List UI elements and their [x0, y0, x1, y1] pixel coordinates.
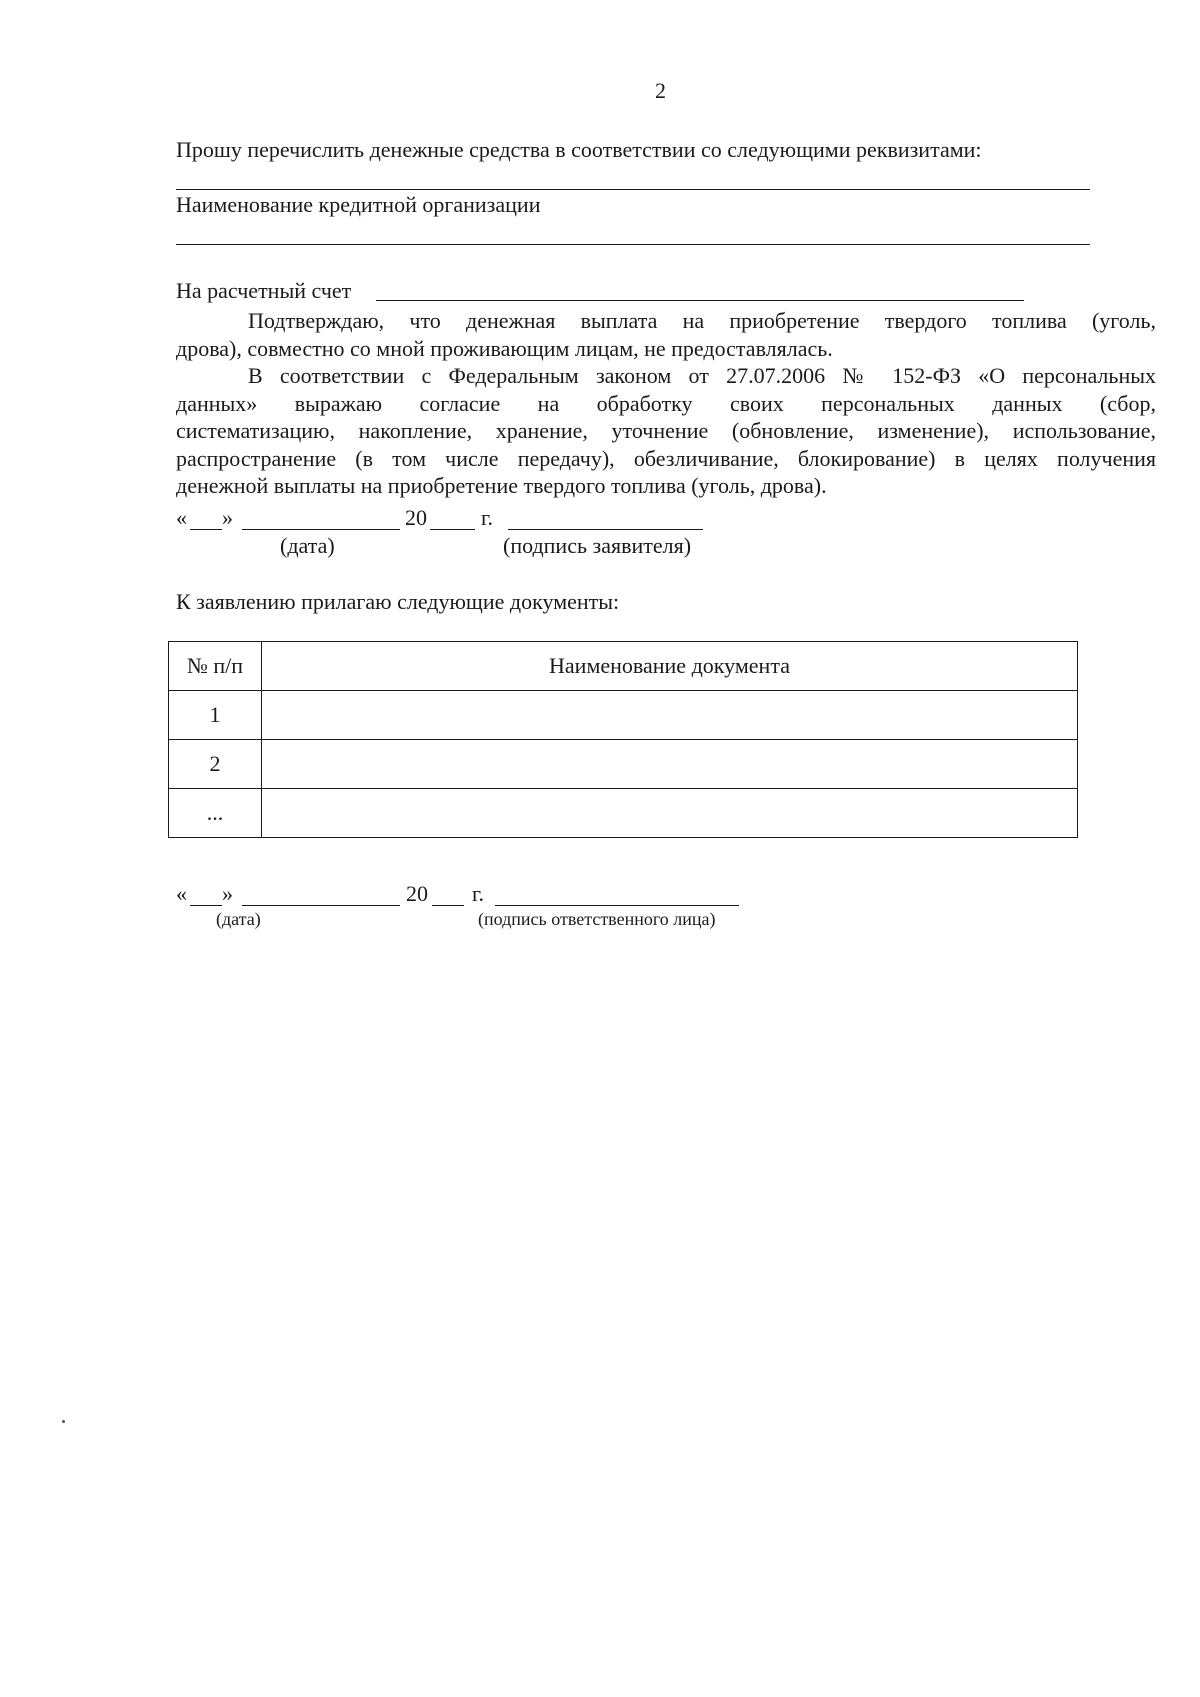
applicant-year-suffix: г.	[481, 505, 494, 530]
consent-paragraph	[176, 362, 1156, 500]
responsible-day-blank	[190, 905, 222, 906]
row-document-name[interactable]	[262, 740, 1078, 789]
request-line: Прошу перечислить денежные средства в соответствии со следующими реквизитами:	[176, 137, 982, 162]
applicant-month-blank	[242, 529, 400, 530]
applicant-quote-open: «	[176, 505, 187, 530]
applicant-year-blank	[430, 529, 475, 530]
responsible-month-blank	[242, 905, 400, 906]
row-number: ...	[169, 789, 262, 838]
table-row	[169, 691, 1078, 740]
table-row	[169, 789, 1078, 838]
responsible-signature-blank	[495, 905, 739, 906]
responsible-year-blank	[432, 905, 464, 906]
bank-label: Наименование кредитной организации	[176, 192, 541, 217]
applicant-year-prefix: 20	[405, 505, 427, 530]
applicant-quote-close: »	[222, 505, 233, 530]
header-document-name: Наименование документа	[262, 642, 1078, 691]
consent-line-2: данных» выражаю согласие на обработку своих персональных данных (сбор,	[176, 390, 1156, 416]
scan-speck	[62, 1420, 65, 1423]
responsible-quote-close: »	[222, 881, 233, 906]
confirmation-line-1: Подтверждаю, что денежная выплата на приобретение твердого топлива (уголь,	[248, 308, 1156, 333]
page-number: 2	[655, 78, 666, 103]
row-document-name[interactable]	[262, 691, 1078, 740]
responsible-year-suffix: г.	[472, 881, 485, 906]
table-header-row	[169, 642, 1078, 691]
applicant-date-caption: (дата)	[280, 533, 335, 558]
blank-line-requisites	[176, 189, 1090, 190]
consent-line-4: распространение (в том числе передачу), обезличивание, блокирование) в целях получения	[176, 445, 1156, 471]
blank-line-account	[376, 300, 1024, 301]
table-row	[169, 740, 1078, 789]
consent-line-1: В соответствии с Федеральным законом от 27.07.2006 № 152-ФЗ «О персональных	[248, 363, 1156, 388]
header-number: № п/п	[169, 642, 262, 691]
responsible-quote-open: «	[176, 881, 187, 906]
applicant-day-blank	[190, 529, 222, 530]
row-number: 1	[169, 691, 262, 740]
attachments-heading: К заявлению прилагаю следующие документы:	[176, 589, 620, 614]
responsible-year-prefix: 20	[406, 881, 428, 906]
attachments-table	[168, 641, 1078, 838]
responsible-signature-caption: (подпись ответственного лица)	[478, 909, 716, 929]
confirmation-line-2: дрова), совместно со мной проживающим лицам, не предоставлялась.	[176, 335, 833, 361]
consent-line-3: систематизацию, накопление, хранение, уточнение (обновление, изменение), использование,	[176, 418, 1156, 443]
consent-line-5: денежной выплаты на приобретение твердого топлива (уголь, дрова).	[176, 473, 827, 498]
applicant-signature-caption: (подпись заявителя)	[503, 533, 692, 558]
account-label: На расчетный счет	[176, 278, 352, 303]
responsible-date-caption: (дата)	[216, 909, 261, 929]
applicant-signature-blank	[508, 529, 703, 530]
confirmation-paragraph	[176, 307, 1156, 362]
row-document-name[interactable]	[262, 789, 1078, 838]
row-number: 2	[169, 740, 262, 789]
blank-line-bank	[176, 244, 1090, 245]
